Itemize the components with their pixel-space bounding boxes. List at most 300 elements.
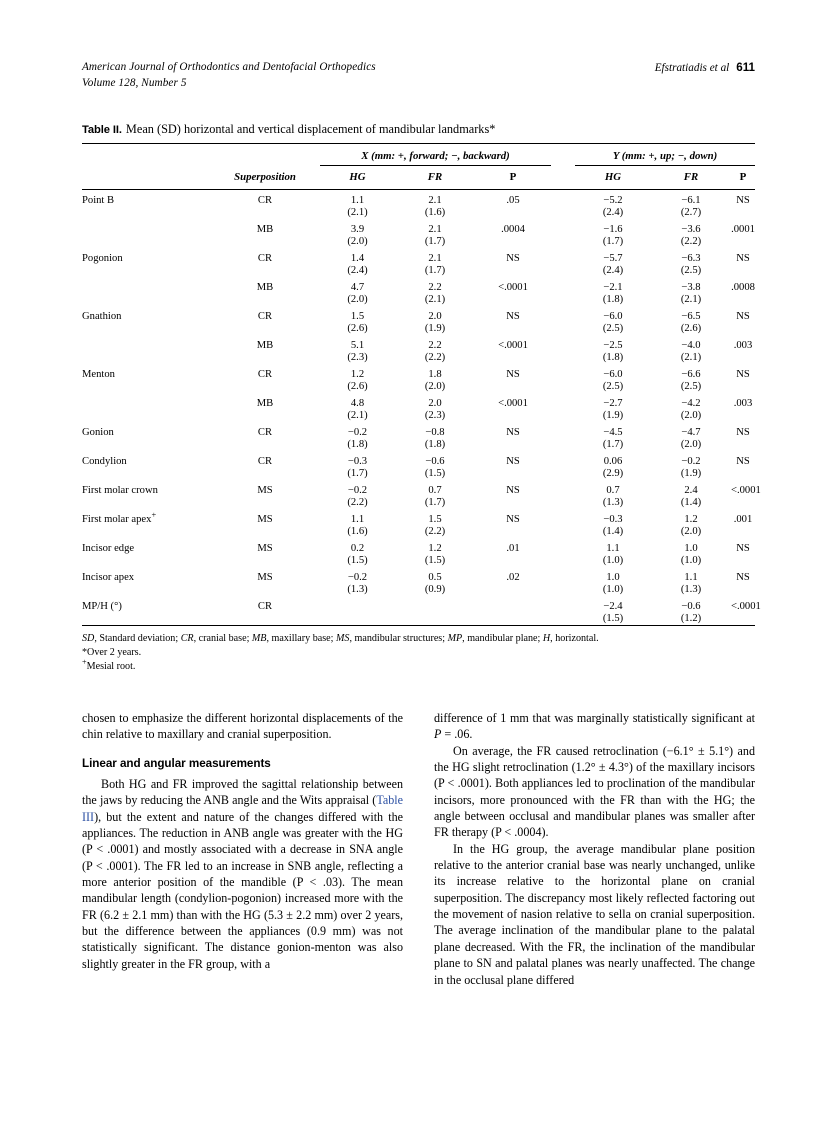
sd-superposition [210, 554, 320, 567]
landmark-footnote-marker: + [151, 510, 157, 520]
sd-x-p [475, 554, 551, 567]
sd-y-hg: (2.5) [602, 323, 624, 334]
sd-x-fr: (1.8) [424, 439, 446, 450]
sd-x-hg: (1.5) [347, 555, 368, 566]
row-y-hg: −5.7 [603, 253, 623, 264]
row-y-fr: −0.2 [681, 456, 701, 467]
sd-y-hg: (1.8) [602, 352, 624, 363]
row-x-p: .05 [506, 195, 520, 206]
footnote-abbrev-term: CR [180, 633, 194, 644]
row-y-p: NS [736, 311, 750, 322]
table-row [82, 393, 755, 409]
sd-y-hg: (1.7) [602, 236, 624, 247]
table-row [82, 277, 755, 293]
sd-landmark [82, 264, 210, 277]
sd-x-fr: (2.2) [424, 352, 446, 363]
row-x-p: <.0001 [498, 282, 528, 293]
sd-gap [551, 438, 575, 451]
row-superposition: MS [257, 572, 273, 583]
row-landmark: Incisor edge [82, 543, 135, 554]
right-para-3: In the HG group, the average mandibular plane position relative to the anterior cranial base was nearly unchanged, unlike its increase relative to the horizontal plane on cranial superposition. The discrepancy most likely reflected factoring out the movement of nasion relative to sella on cranial superposition. The average inclination of the mandibular plane to the palatal plane decreased. With the FR, the inclination of the mandibular plane to SN and palatal planes was nearly unaffected. The change in the occlusal plane differed [434, 841, 755, 987]
row-gap [551, 219, 575, 235]
sd-x-hg: (1.8) [347, 439, 368, 450]
row-x-p: .01 [506, 543, 520, 554]
sd-gap [551, 467, 575, 480]
table-bottom-rule [82, 626, 755, 627]
row-y-hg: −6.0 [603, 311, 623, 322]
group-header-x: X (mm: +, forward; −, backward) [320, 144, 551, 166]
row-landmark: First molar crown [82, 485, 158, 496]
sd-x-fr: (1.7) [424, 497, 446, 508]
table-row-sd [82, 235, 755, 248]
row-gap [551, 509, 575, 525]
row-y-fr: −6.5 [681, 311, 701, 322]
row-y-fr: −3.6 [681, 224, 701, 235]
row-y-hg: −2.1 [603, 282, 623, 293]
row-x-fr: 1.2 [428, 543, 442, 554]
sd-x-hg: (1.7) [347, 468, 368, 479]
sd-y-fr: (1.4) [680, 497, 702, 508]
column-header-y-p: P [739, 171, 747, 183]
sd-x-p [475, 206, 551, 219]
row-x-hg: 0.2 [350, 543, 365, 554]
sd-y-p [731, 496, 755, 509]
sd-gap [551, 409, 575, 422]
row-gap [551, 422, 575, 438]
sd-y-p [731, 554, 755, 567]
table-row-sd [82, 351, 755, 364]
sd-y-p [731, 583, 755, 596]
footnote-abbrev-term: SD [82, 633, 95, 644]
sd-superposition [210, 264, 320, 277]
sd-superposition [210, 438, 320, 451]
sd-gap [551, 554, 575, 567]
column-header-y-fr: FR [683, 171, 699, 183]
row-x-p: <.0001 [498, 398, 528, 409]
row-landmark [82, 277, 210, 293]
row-y-p: NS [736, 369, 750, 380]
sd-y-hg: (2.4) [602, 265, 624, 276]
sd-y-fr: (2.0) [680, 526, 702, 537]
footnote-abbrev-term: MP [447, 633, 463, 644]
body-columns [82, 710, 755, 988]
table-row [82, 335, 755, 351]
table-row [82, 538, 755, 554]
mandibular-landmarks-table [82, 143, 761, 626]
sd-x-fr [395, 612, 475, 626]
row-landmark: First molar apex+ [82, 510, 157, 525]
sd-x-fr: (0.9) [424, 584, 446, 595]
table-row-sd [82, 293, 755, 306]
sd-x-hg: (2.1) [347, 410, 368, 421]
row-gap [551, 480, 575, 496]
row-y-p: NS [736, 427, 750, 438]
row-y-fr: −6.6 [681, 369, 701, 380]
sd-y-fr: (2.5) [680, 265, 702, 276]
row-x-fr: 2.0 [428, 398, 442, 409]
sd-y-hg: (1.0) [602, 584, 624, 595]
sd-landmark [82, 467, 210, 480]
row-y-p: .003 [733, 340, 753, 351]
sd-superposition [210, 612, 320, 626]
row-superposition: MB [256, 398, 274, 409]
row-x-fr: 2.1 [428, 195, 442, 206]
sd-y-hg: (2.4) [602, 207, 624, 218]
sd-y-p [731, 322, 755, 335]
sd-superposition [210, 409, 320, 422]
sd-x-fr: (1.7) [424, 265, 446, 276]
sd-y-fr: (1.2) [680, 613, 702, 624]
row-y-fr: 1.2 [684, 514, 698, 525]
footnote-dagger [82, 660, 755, 674]
table-row-sd [82, 612, 755, 626]
row-x-fr: −0.6 [425, 456, 445, 467]
sd-landmark [82, 496, 210, 509]
sd-x-p [475, 264, 551, 277]
group-header-y: Y (mm: +, up; −, down) [575, 144, 755, 166]
running-head [82, 60, 755, 91]
table-row-sd [82, 525, 755, 538]
sd-gap [551, 380, 575, 393]
sd-x-fr: (1.6) [424, 207, 446, 218]
sd-landmark [82, 438, 210, 451]
row-landmark: Gnathion [82, 311, 122, 322]
row-x-p [475, 596, 551, 612]
row-x-fr: 1.8 [428, 369, 442, 380]
table-row [82, 451, 755, 467]
row-y-p: NS [736, 456, 750, 467]
row-x-hg: −0.2 [347, 572, 368, 583]
sd-landmark [82, 322, 210, 335]
sd-y-p [731, 351, 755, 364]
sd-gap [551, 351, 575, 364]
table-row [82, 190, 755, 206]
row-x-hg: 1.1 [350, 514, 365, 525]
row-y-fr: −4.2 [681, 398, 701, 409]
table-row [82, 248, 755, 264]
row-gap [551, 567, 575, 583]
row-x-hg [320, 596, 395, 612]
column-header-superposition: Superposition [234, 170, 296, 183]
sd-y-fr: (2.7) [680, 207, 702, 218]
sd-superposition [210, 496, 320, 509]
sd-gap [551, 583, 575, 596]
row-landmark: Menton [82, 369, 115, 380]
row-x-hg: −0.2 [347, 427, 368, 438]
sd-y-hg: (1.8) [602, 294, 624, 305]
table-body [82, 190, 761, 626]
footnote-dagger-text: Mesial root. [86, 661, 136, 673]
right-para-1: difference of 1 mm that was marginally statistically significant at P = .06. [434, 711, 755, 742]
row-superposition: MS [257, 485, 273, 496]
column-header-x-fr: FR [427, 171, 443, 183]
sd-x-p [475, 351, 551, 364]
row-x-hg: 4.7 [350, 282, 365, 293]
sd-y-hg: (1.3) [602, 497, 624, 508]
sd-y-fr: (2.2) [680, 236, 702, 247]
sd-x-hg: (2.4) [347, 265, 368, 276]
sd-landmark [82, 554, 210, 567]
table-row [82, 480, 755, 496]
table-row [82, 596, 755, 612]
row-y-p: NS [736, 572, 750, 583]
sd-x-hg: (2.0) [347, 294, 368, 305]
footnote-abbreviations: SD, Standard deviation; CR, cranial base; MB, maxillary base; MS, mandibular structures; MP, mandibular plane; H, horizontal. [82, 633, 599, 644]
sd-landmark [82, 583, 210, 596]
sd-x-hg: (2.0) [347, 236, 368, 247]
row-y-hg: 0.06 [603, 456, 623, 467]
sd-gap [551, 235, 575, 248]
table-row-sd [82, 496, 755, 509]
row-gap [551, 190, 575, 206]
sd-gap [551, 496, 575, 509]
table-row-sd [82, 554, 755, 567]
row-y-fr: −6.1 [681, 195, 701, 206]
footnote-abbrev-term: MB [251, 633, 267, 644]
row-x-hg: 4.8 [350, 398, 365, 409]
row-gap [551, 451, 575, 467]
row-landmark [82, 335, 210, 351]
sd-x-hg [320, 612, 395, 626]
row-x-fr [395, 596, 475, 612]
row-superposition: CR [257, 369, 273, 380]
row-y-hg: 1.0 [606, 572, 620, 583]
sd-y-hg: (1.4) [602, 526, 624, 537]
row-x-hg: −0.3 [347, 456, 368, 467]
sd-y-hg: (1.5) [602, 613, 624, 624]
sd-superposition [210, 583, 320, 596]
row-superposition: CR [257, 456, 273, 467]
journal-volume-line: Volume 128, Number 5 [82, 76, 187, 89]
row-gap [551, 596, 575, 612]
row-gap [551, 248, 575, 264]
sd-x-hg: (1.3) [347, 584, 368, 595]
section-heading-linear-angular: Linear and angular measurements [82, 756, 271, 770]
table-label: Table II. [82, 124, 122, 136]
table-row-sd [82, 380, 755, 393]
sd-x-hg: (1.6) [347, 526, 368, 537]
row-x-fr: 2.0 [428, 311, 442, 322]
row-superposition: MS [257, 543, 273, 554]
sd-landmark [82, 293, 210, 306]
row-landmark [82, 393, 210, 409]
row-landmark: Condylion [82, 456, 127, 467]
sd-x-fr: (1.5) [424, 555, 446, 566]
row-landmark: MP/H (°) [82, 601, 122, 612]
row-x-fr: 0.7 [428, 485, 442, 496]
table-row [82, 567, 755, 583]
table-iii-link[interactable]: Table III [82, 793, 403, 824]
sd-y-hg: (2.5) [602, 381, 624, 392]
table-row [82, 219, 755, 235]
row-y-p: .0008 [731, 282, 755, 293]
row-y-hg: −5.2 [603, 195, 623, 206]
table-row-sd [82, 264, 755, 277]
sd-x-p [475, 235, 551, 248]
sd-x-fr: (2.1) [424, 294, 446, 305]
sd-x-fr: (1.7) [424, 236, 446, 247]
row-gap [551, 335, 575, 351]
sd-y-p [731, 467, 755, 480]
table-row [82, 422, 755, 438]
row-y-fr: 2.4 [684, 485, 698, 496]
right-para-2: On average, the FR caused retroclination (−6.1° ± 5.1°) and the HG slight retroclination (1.2° ± 4.3°) of the maxillary incisors (P < .0001). Both appliances led to proclination of the mandibular incisors, more pronounced with the FR than with the HG; the angle between occlusal and mandibular planes was smaller after FR therapy (P < .0004). [434, 743, 755, 840]
left-para-2-a: Both HG and FR improved the sagittal relationship between the jaws by reducing the ANB angle and the Wits appraisal ( [82, 777, 403, 808]
sd-gap [551, 525, 575, 538]
row-x-hg: 5.1 [350, 340, 365, 351]
sd-y-hg: (2.9) [602, 468, 624, 479]
table-row [82, 364, 755, 380]
table-row [82, 306, 755, 322]
sd-y-hg: (1.9) [602, 410, 624, 421]
table-footnotes [82, 632, 755, 675]
sd-landmark [82, 351, 210, 364]
sd-y-hg: (1.7) [602, 439, 624, 450]
sd-y-fr: (2.1) [680, 294, 702, 305]
sd-gap [551, 293, 575, 306]
sd-superposition [210, 293, 320, 306]
row-x-hg: 1.2 [350, 369, 365, 380]
table-row-sd [82, 322, 755, 335]
left-para-1: chosen to emphasize the different horizontal displacements of the chin relative to maxillary and cranial superposition. [82, 711, 403, 742]
sd-x-hg: (2.6) [347, 381, 368, 392]
sd-y-p [731, 409, 755, 422]
sd-x-p [475, 525, 551, 538]
row-x-p: NS [506, 514, 520, 525]
row-y-hg: −2.5 [603, 340, 623, 351]
sd-x-fr: (2.3) [424, 410, 446, 421]
footnote-abbrev-term: MS [335, 633, 350, 644]
sd-x-p [475, 409, 551, 422]
sd-y-p [731, 525, 755, 538]
row-y-fr: −4.0 [681, 340, 701, 351]
row-x-fr: −0.8 [425, 427, 445, 438]
sd-x-hg: (2.3) [347, 352, 368, 363]
column-header-x-hg: HG [349, 171, 366, 183]
row-superposition: MB [256, 282, 274, 293]
row-y-p: .001 [733, 514, 753, 525]
row-superposition: MS [257, 514, 273, 525]
sd-superposition [210, 525, 320, 538]
sd-superposition [210, 380, 320, 393]
sd-y-fr: (2.6) [680, 323, 702, 334]
sd-y-fr: (2.0) [680, 439, 702, 450]
sd-y-p [731, 264, 755, 277]
row-x-hg: 3.9 [350, 224, 365, 235]
row-y-hg: −6.0 [603, 369, 623, 380]
sd-landmark [82, 235, 210, 248]
sd-y-hg: (1.0) [602, 555, 624, 566]
table-row-sd [82, 438, 755, 451]
sd-landmark [82, 525, 210, 538]
row-x-hg: 1.5 [350, 311, 365, 322]
footnote-abbrev-term: H [542, 633, 551, 644]
sd-x-p [475, 583, 551, 596]
sd-superposition [210, 467, 320, 480]
row-y-hg: 1.1 [606, 543, 620, 554]
row-x-p: NS [506, 427, 520, 438]
row-gap [551, 277, 575, 293]
row-gap [551, 538, 575, 554]
row-x-p: .02 [506, 572, 520, 583]
row-x-fr: 1.5 [428, 514, 442, 525]
footnote-dagger-mark: + [82, 658, 87, 668]
table-row [82, 509, 755, 525]
sd-x-fr: (2.0) [424, 381, 446, 392]
sd-y-p [731, 293, 755, 306]
sd-y-p [731, 380, 755, 393]
sd-landmark [82, 612, 210, 626]
row-y-p: .0001 [731, 224, 755, 235]
row-y-fr: 1.1 [684, 572, 698, 583]
right-column [434, 710, 755, 988]
column-header-x-p: P [509, 171, 517, 183]
row-x-p: .0004 [501, 224, 525, 235]
sd-x-fr: (2.2) [424, 526, 446, 537]
footnote-star: *Over 2 years. [82, 647, 142, 659]
running-head-journal [82, 60, 376, 91]
table-row-sd [82, 409, 755, 422]
sd-y-fr: (1.9) [680, 468, 702, 479]
sd-x-hg: (2.2) [347, 497, 368, 508]
row-x-p: NS [506, 253, 520, 264]
row-x-fr: 2.1 [428, 253, 442, 264]
row-x-fr: 2.1 [428, 224, 442, 235]
row-y-p: <.0001 [731, 601, 761, 612]
row-superposition: CR [257, 253, 273, 264]
sd-gap [551, 264, 575, 277]
left-para-2-b: ), but the extent and nature of the changes differed with the appliances. The reduction in ANB angle was greater with the HG (P < .0001) and mostly associated with a decrease in SNA angle (P < .0001). The FR led to an increase in SNB angle, reflecting a more anterior position of the mandible (P < .03). The mean mandibular length (condylion-pogonion) increased more with the FR (6.2 ± 2.1 mm) than with the HG (5.3 ± 2.2 mm) over 2 years, but the difference between the appliances (0.9 mm) was not statistically significant. The distance gonion-menton was also slightly greater in the FR group, with a [82, 809, 403, 971]
row-superposition: MB [256, 340, 274, 351]
row-landmark: Gonion [82, 427, 114, 438]
sd-superposition [210, 351, 320, 364]
sd-x-p [475, 293, 551, 306]
row-y-hg: −1.6 [603, 224, 623, 235]
row-superposition: MB [256, 224, 274, 235]
row-gap [551, 306, 575, 322]
sd-x-p [475, 322, 551, 335]
row-superposition: CR [257, 195, 273, 206]
row-y-fr: −6.3 [681, 253, 701, 264]
sd-gap [551, 612, 575, 626]
sd-superposition [210, 235, 320, 248]
row-x-fr: 0.5 [428, 572, 442, 583]
sd-landmark [82, 206, 210, 219]
row-y-fr: −3.8 [681, 282, 701, 293]
sd-y-fr: (2.0) [680, 410, 702, 421]
row-y-hg: −4.5 [603, 427, 623, 438]
row-y-hg: −0.3 [603, 514, 623, 525]
row-x-p: NS [506, 485, 520, 496]
table-caption [82, 122, 755, 138]
row-y-p: <.0001 [731, 485, 761, 496]
sd-x-p [475, 612, 551, 626]
row-x-fr: 2.2 [428, 340, 442, 351]
sd-y-fr: (2.5) [680, 381, 702, 392]
sd-y-fr: (2.1) [680, 352, 702, 363]
sd-y-fr: (1.3) [680, 584, 702, 595]
row-x-hg: 1.4 [350, 253, 365, 264]
table-caption-text: Mean (SD) horizontal and vertical displacement of mandibular landmarks* [125, 122, 496, 136]
journal-title-line: American Journal of Orthodontics and Dentofacial Orthopedics [82, 61, 376, 73]
row-y-hg: 0.7 [606, 485, 620, 496]
row-x-p: NS [506, 456, 520, 467]
row-y-p: .003 [733, 398, 753, 409]
sd-x-p [475, 496, 551, 509]
table-row-sd [82, 467, 755, 480]
sd-x-p [475, 380, 551, 393]
running-head-authors-page [655, 60, 755, 77]
